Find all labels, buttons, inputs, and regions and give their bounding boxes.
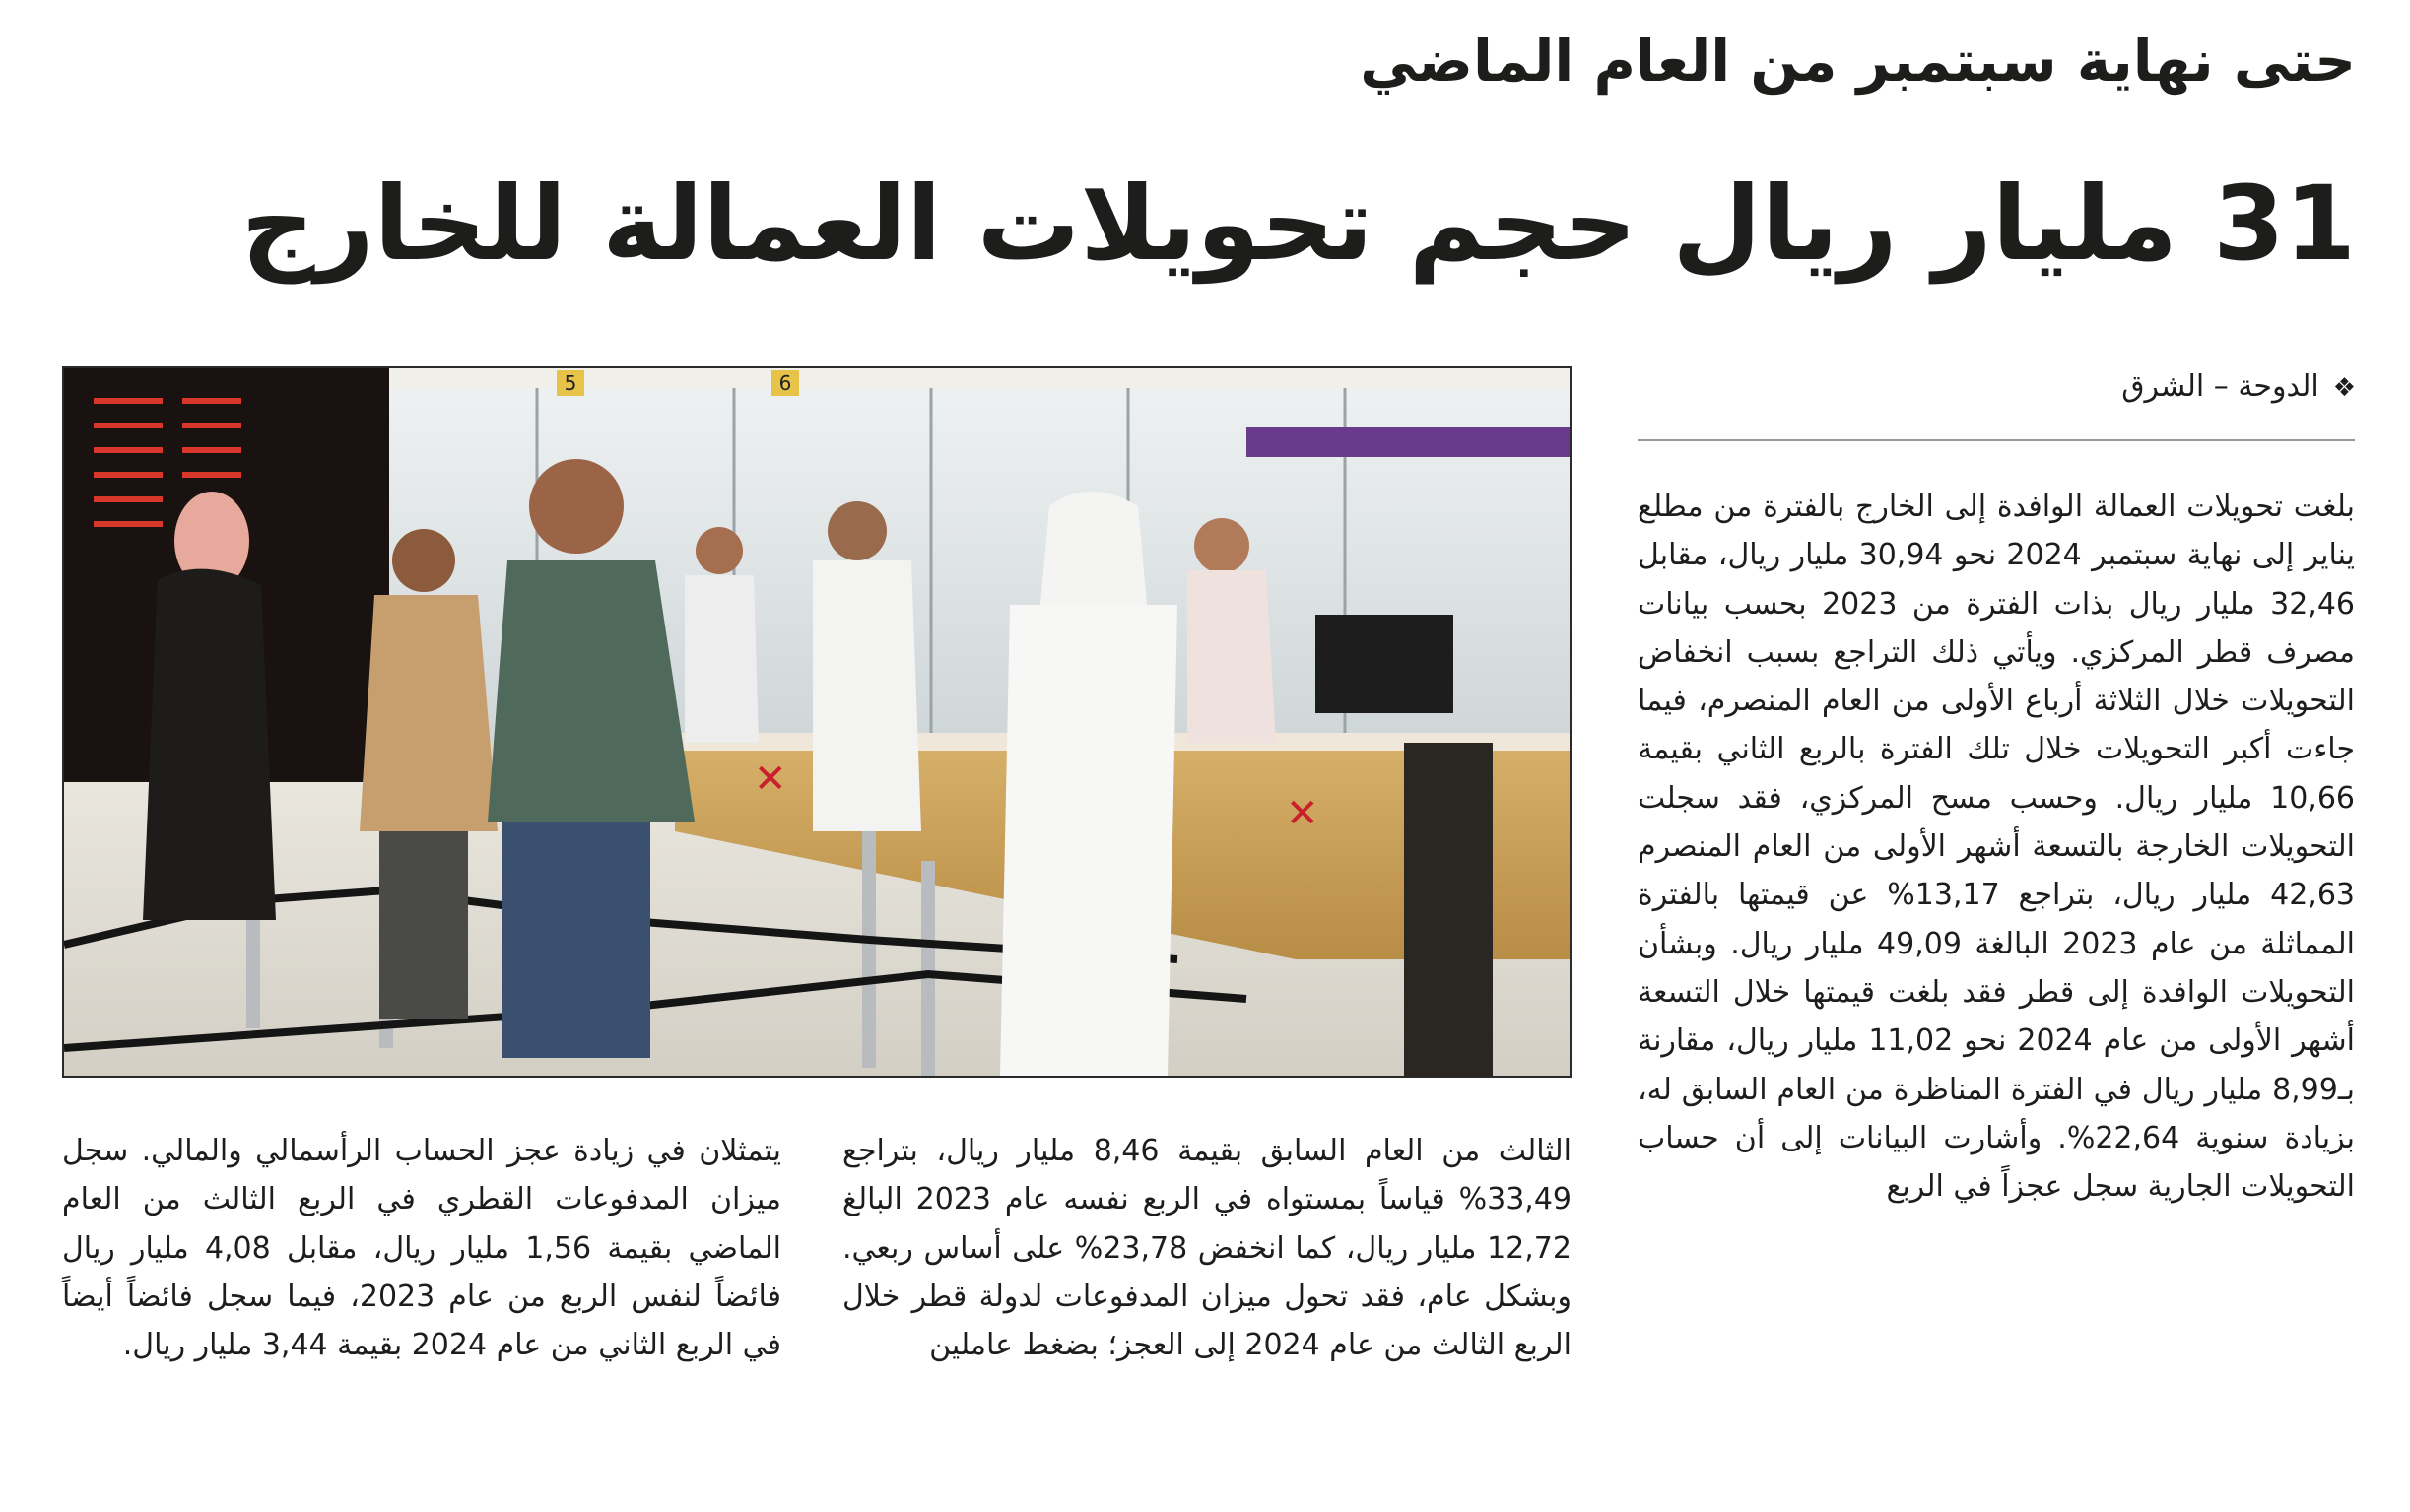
svg-text:✕: ✕: [1286, 791, 1319, 836]
byline-divider: [1638, 439, 2355, 441]
article-column-right: بلغت تحويلات العمالة الوافدة إلى الخارج بالفترة من مطلع يناير إلى نهاية سبتمبر 2024 نحو 30,94 مليار ريال، مقابل 32,46 مليار ريال بذات الفترة من 2023 بحسب بيانات مصرف قطر المركزي. ويأتي ذلك التراجع بسبب انخفاض التحويلات خلال الثلاثة أرباع الأولى من العام المنصرم، فيما جاءت أكبر التحويلات خلال تلك الفترة بالربع الثاني بقيمة 10,66 مليار ريال. وحسب مسح المركزي، فقد سجلت التحويلات الخارجة بالتسعة أشهر الأولى من العام المنصرم 42,63 مليار ريال، بتراجع 13,17% عن قيمتها بالفترة المماثلة من عام 2023 البالغة 49,09 مليار ريال. وبشأن التحويلات الوافدة إلى قطر فقد بلغت قيمتها خلال التسعة أشهر الأولى من عام 2024 نحو 11,02 مليار ريال، مقارنة بـ8,99 مليار ريال في الفترة المناظرة من العام السابق له، بزيادة سنوية 22,64%. وأشارت البيانات إلى أن حساب التحويلات الجارية سجل عجزاً في الربع: [1638, 490, 2356, 1205]
article-column-middle: الثالث من العام السابق بقيمة 8,46 مليار ريال، بتراجع 33,49% قياساً بمستواه في الربع نفسه عام 2023 البالغ 12,72 مليار ريال، كما انخفض 23,78% على أساس ربعي. وبشكل عام، فقد تحول ميزان المدفوعات لدولة قطر خلال الربع الثالث من عام 2024 إلى العجز؛ بضغط عاملين: [842, 1134, 1572, 1363]
byline-text: الدوحة – الشرق: [2121, 369, 2319, 404]
svg-text:✕: ✕: [754, 756, 787, 802]
article-headline: 31 مليار ريال حجم تحويلات العمالة للخارج: [240, 164, 2356, 284]
article-photo: [62, 366, 1572, 1078]
article-kicker: حتى نهاية سبتمبر من العام الماضي: [1360, 28, 2356, 95]
article-byline: [1666, 369, 2356, 405]
counter-number-5: 5: [564, 371, 577, 395]
article-column-left: يتمثلان في زيادة عجز الحساب الرأسمالي والمالي. سجل ميزان المدفوعات القطري في الربع الثالث من العام الماضي بقيمة 1,56 مليار ريال، مقابل 4,08 مليار ريال فائضاً لنفس الربع من عام 2023، فيما سجل فائضاً أيضاً في الربع الثاني من عام 2024 بقيمة 3,44 مليار ريال.: [62, 1134, 781, 1363]
diamond-ornament-icon: ❖: [2332, 373, 2356, 403]
counter-number-6: 6: [778, 371, 792, 395]
